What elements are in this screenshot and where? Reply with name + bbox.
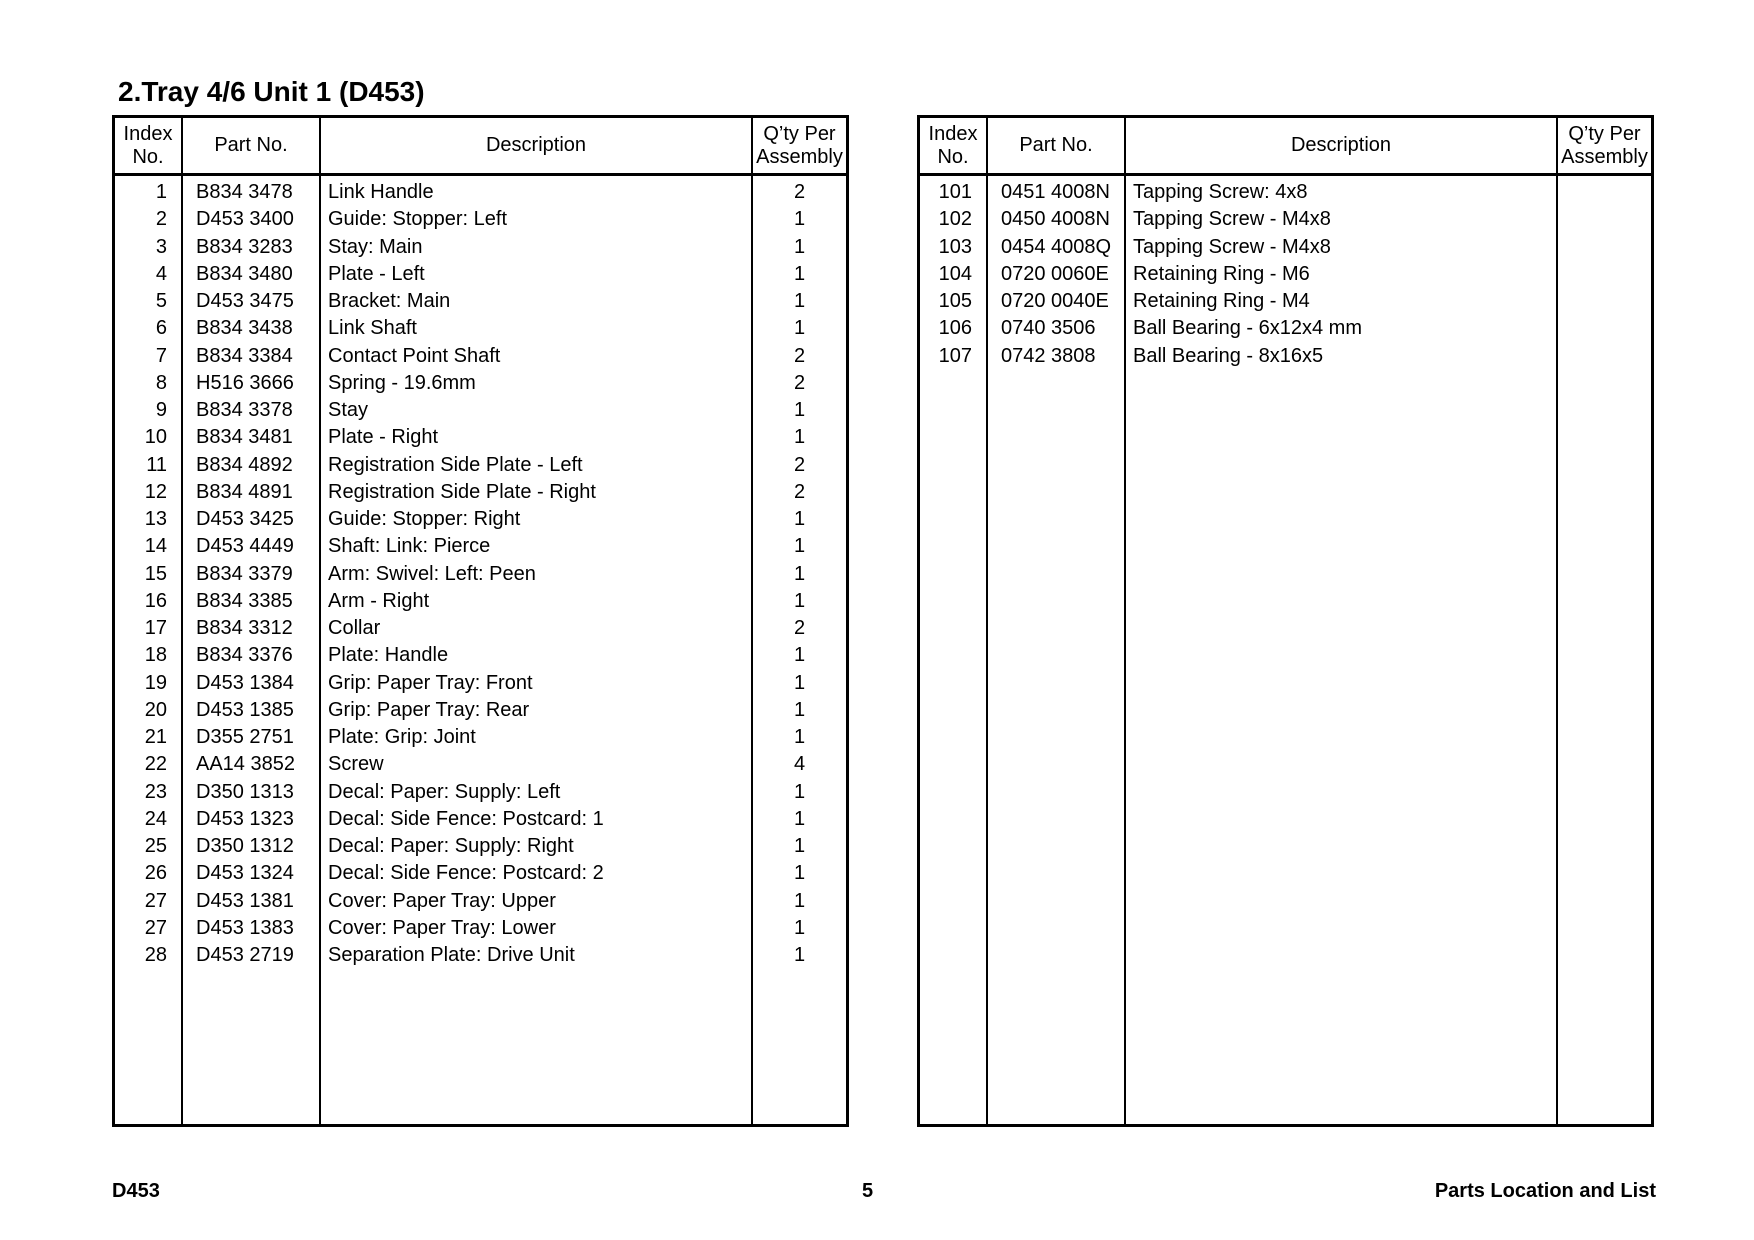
description-cell: Screw	[321, 751, 753, 778]
index-cell: 7	[115, 343, 183, 370]
description-cell: Contact Point Shaft	[321, 343, 753, 370]
index-cell: 104	[920, 261, 988, 288]
footer-model: D453	[112, 1180, 160, 1202]
table-row	[920, 343, 1651, 370]
index-cell: 21	[115, 724, 183, 751]
table-row	[115, 915, 846, 942]
header-qty: Q’ty Per Assembly	[1561, 122, 1648, 168]
index-cell: 26	[115, 860, 183, 887]
index-cell: 18	[115, 642, 183, 669]
description-cell: Guide: Stopper: Right	[321, 506, 753, 533]
qty-cell	[1558, 288, 1651, 315]
table-row	[920, 315, 1651, 342]
index-cell: 20	[115, 697, 183, 724]
index-cell: 14	[115, 533, 183, 560]
qty-cell: 1	[793, 208, 806, 231]
index-cell: 1	[115, 179, 183, 206]
description-cell: Tapping Screw: 4x8	[1126, 179, 1558, 206]
qty-cell: 1	[793, 916, 806, 939]
index-cell: 23	[115, 779, 183, 806]
qty-cell: 2	[793, 453, 806, 476]
index-cell: 105	[920, 288, 988, 315]
part-no-cell: B834 3376	[183, 642, 321, 669]
qty-cell: 2	[793, 480, 806, 503]
description-cell: Retaining Ring - M4	[1126, 288, 1558, 315]
table-row	[115, 588, 846, 615]
description-cell: Cover: Paper Tray: Upper	[321, 888, 753, 915]
description-cell: Bracket: Main	[321, 288, 753, 315]
table-row	[115, 888, 846, 915]
qty-cell: 1	[793, 671, 806, 694]
part-no-cell: B834 3478	[183, 179, 321, 206]
part-no-cell: D355 2751	[183, 724, 321, 751]
table-row	[115, 370, 846, 397]
index-cell: 102	[920, 206, 988, 233]
description-cell: Grip: Paper Tray: Front	[321, 670, 753, 697]
qty-cell: 1	[793, 889, 806, 912]
index-cell: 107	[920, 343, 988, 370]
part-no-cell: B834 3379	[183, 561, 321, 588]
description-cell: Retaining Ring - M6	[1126, 261, 1558, 288]
index-cell: 12	[115, 479, 183, 506]
table-row	[115, 452, 846, 479]
table-row	[920, 261, 1651, 288]
description-cell: Decal: Paper: Supply: Left	[321, 779, 753, 806]
description-cell: Registration Side Plate - Left	[321, 452, 753, 479]
header-part-no: Part No.	[988, 118, 1126, 173]
description-cell: Decal: Paper: Supply: Right	[321, 833, 753, 860]
qty-cell: 2	[793, 371, 806, 394]
table-row	[115, 206, 846, 233]
qty-cell: 1	[793, 698, 806, 721]
header-description: Description	[321, 118, 753, 173]
part-no-cell: 0742 3808	[988, 343, 1126, 370]
table-row	[115, 343, 846, 370]
qty-cell: 1	[793, 780, 806, 803]
footer-section: Parts Location and List	[1434, 1180, 1656, 1202]
qty-cell: 1	[793, 944, 806, 966]
header-description: Description	[1126, 118, 1558, 173]
qty-cell: 1	[793, 290, 806, 312]
index-cell: 22	[115, 751, 183, 778]
part-no-cell: B834 4892	[183, 452, 321, 479]
page-title: 2.Tray 4/6 Unit 1 (D453)	[118, 76, 425, 107]
table-row	[115, 261, 846, 288]
table-row	[920, 234, 1651, 261]
qty-cell: 2	[793, 617, 806, 639]
header-part-no: Part No.	[183, 118, 321, 173]
description-cell: Link Shaft	[321, 315, 753, 342]
index-cell: 13	[115, 506, 183, 533]
description-cell: Plate - Right	[321, 424, 753, 451]
description-cell: Stay: Main	[321, 234, 753, 261]
qty-cell	[1558, 315, 1651, 342]
table-row	[115, 315, 846, 342]
index-cell: 9	[115, 397, 183, 424]
index-cell: 25	[115, 833, 183, 860]
part-no-cell: D453 3400	[183, 206, 321, 233]
qty-cell	[1558, 206, 1651, 233]
table-row	[115, 697, 846, 724]
qty-cell: 2	[793, 344, 806, 367]
part-no-cell: 0451 4008N	[988, 179, 1126, 206]
part-no-cell: 0454 4008Q	[988, 234, 1126, 261]
table-row	[115, 397, 846, 424]
description-cell: Decal: Side Fence: Postcard: 1	[321, 806, 753, 833]
table-row	[920, 206, 1651, 233]
table-row	[115, 179, 846, 206]
part-no-cell: 0720 0060E	[988, 261, 1126, 288]
header-index: Index No.	[920, 118, 988, 173]
description-cell: Arm: Swivel: Left: Peen	[321, 561, 753, 588]
table-row	[115, 942, 846, 969]
part-no-cell: B834 3438	[183, 315, 321, 342]
qty-cell: 1	[793, 235, 806, 258]
index-cell: 24	[115, 806, 183, 833]
part-no-cell: D453 3425	[183, 506, 321, 533]
table-row	[115, 833, 846, 860]
index-cell: 101	[920, 179, 988, 206]
part-no-cell: 0720 0040E	[988, 288, 1126, 315]
parts-table-left	[112, 115, 849, 1127]
qty-cell: 1	[793, 835, 806, 857]
description-cell: Collar	[321, 615, 753, 642]
part-no-cell: D453 4449	[183, 533, 321, 560]
table-row	[115, 615, 846, 642]
description-cell: Ball Bearing - 8x16x5	[1126, 343, 1558, 370]
qty-cell: 1	[793, 317, 806, 340]
description-cell: Decal: Side Fence: Postcard: 2	[321, 860, 753, 887]
index-cell: 8	[115, 370, 183, 397]
table-row	[920, 179, 1651, 206]
part-no-cell: D453 1383	[183, 915, 321, 942]
part-no-cell: B834 3283	[183, 234, 321, 261]
description-cell: Cover: Paper Tray: Lower	[321, 915, 753, 942]
part-no-cell: D453 3475	[183, 288, 321, 315]
description-cell: Link Handle	[321, 179, 753, 206]
description-cell: Shaft: Link: Pierce	[321, 533, 753, 560]
part-no-cell: B834 3385	[183, 588, 321, 615]
qty-cell: 1	[793, 262, 806, 285]
index-cell: 16	[115, 588, 183, 615]
part-no-cell: B834 3312	[183, 615, 321, 642]
table-row	[115, 288, 846, 315]
footer-page-number: 5	[862, 1180, 874, 1202]
qty-cell	[1558, 343, 1651, 370]
index-cell: 15	[115, 561, 183, 588]
description-cell: Spring - 19.6mm	[321, 370, 753, 397]
table-row	[920, 288, 1651, 315]
table-row	[115, 670, 846, 697]
description-cell: Tapping Screw - M4x8	[1126, 234, 1558, 261]
description-cell: Separation Plate: Drive Unit	[321, 942, 753, 969]
part-no-cell: D453 2719	[183, 942, 321, 969]
qty-cell	[1558, 261, 1651, 288]
index-cell: 6	[115, 315, 183, 342]
part-no-cell: D350 1313	[183, 779, 321, 806]
index-cell: 27	[115, 888, 183, 915]
qty-cell: 1	[793, 399, 806, 421]
description-cell: Grip: Paper Tray: Rear	[321, 697, 753, 724]
part-no-cell: D453 1384	[183, 670, 321, 697]
table-body	[920, 176, 1651, 370]
part-no-cell: B834 3481	[183, 424, 321, 451]
table-row	[115, 234, 846, 261]
qty-cell: 1	[793, 535, 806, 558]
description-cell: Ball Bearing - 6x12x4 mm	[1126, 315, 1558, 342]
index-cell: 10	[115, 424, 183, 451]
part-no-cell: B834 4891	[183, 479, 321, 506]
index-cell: 19	[115, 670, 183, 697]
part-no-cell: 0740 3506	[988, 315, 1126, 342]
qty-cell: 4	[793, 753, 806, 776]
part-no-cell: D453 1381	[183, 888, 321, 915]
table-row	[115, 506, 846, 533]
table-row	[115, 479, 846, 506]
table-row	[115, 724, 846, 751]
table-row	[115, 424, 846, 451]
description-cell: Tapping Screw - M4x8	[1126, 206, 1558, 233]
part-no-cell: D453 1324	[183, 860, 321, 887]
description-cell: Stay	[321, 397, 753, 424]
qty-cell	[1558, 179, 1651, 206]
description-cell: Arm - Right	[321, 588, 753, 615]
table-row	[115, 806, 846, 833]
part-no-cell: D453 1385	[183, 697, 321, 724]
description-cell: Registration Side Plate - Right	[321, 479, 753, 506]
part-no-cell: AA14 3852	[183, 751, 321, 778]
description-cell: Plate: Grip: Joint	[321, 724, 753, 751]
qty-cell: 1	[793, 589, 806, 612]
table-row	[115, 642, 846, 669]
index-cell: 4	[115, 261, 183, 288]
index-cell: 27	[115, 915, 183, 942]
part-no-cell: D453 1323	[183, 806, 321, 833]
index-cell: 2	[115, 206, 183, 233]
header-index: Index No.	[115, 118, 183, 173]
index-cell: 17	[115, 615, 183, 642]
part-no-cell: D350 1312	[183, 833, 321, 860]
description-cell: Guide: Stopper: Left	[321, 206, 753, 233]
table-header	[920, 118, 1651, 176]
index-cell: 28	[115, 942, 183, 969]
qty-cell: 1	[793, 644, 806, 667]
qty-cell: 1	[793, 862, 806, 885]
part-no-cell: B834 3378	[183, 397, 321, 424]
table-row	[115, 860, 846, 887]
description-cell: Plate: Handle	[321, 642, 753, 669]
index-cell: 106	[920, 315, 988, 342]
index-cell: 5	[115, 288, 183, 315]
qty-cell: 1	[793, 726, 806, 748]
parts-table-right	[917, 115, 1654, 1127]
qty-cell: 1	[793, 508, 806, 530]
qty-cell	[1558, 234, 1651, 261]
table-header	[115, 118, 846, 176]
table-row	[115, 779, 846, 806]
table-body	[115, 176, 846, 969]
part-no-cell: B834 3480	[183, 261, 321, 288]
qty-cell: 1	[793, 562, 806, 585]
header-qty: Q’ty Per Assembly	[756, 122, 843, 168]
table-row	[115, 751, 846, 778]
table-row	[115, 533, 846, 560]
qty-cell: 2	[793, 181, 806, 203]
part-no-cell: 0450 4008N	[988, 206, 1126, 233]
index-cell: 103	[920, 234, 988, 261]
table-row	[115, 561, 846, 588]
index-cell: 11	[115, 452, 183, 479]
index-cell: 3	[115, 234, 183, 261]
qty-cell: 1	[793, 807, 806, 830]
part-no-cell: B834 3384	[183, 343, 321, 370]
part-no-cell: H516 3666	[183, 370, 321, 397]
qty-cell: 1	[793, 426, 806, 449]
description-cell: Plate - Left	[321, 261, 753, 288]
